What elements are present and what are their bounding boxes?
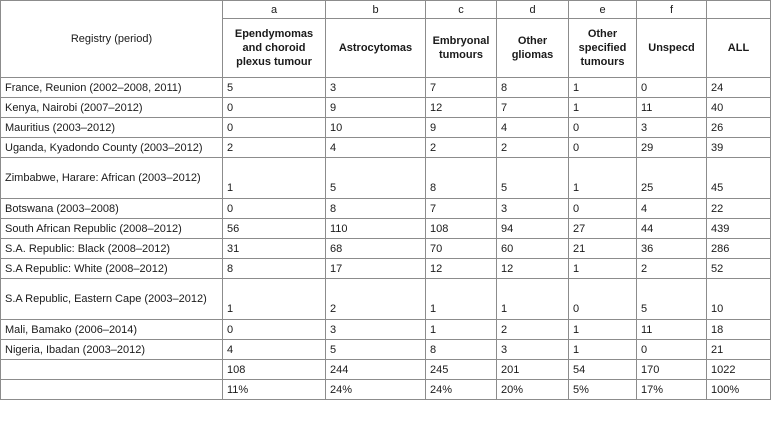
value-cell: 25 [637, 158, 707, 199]
value-cell: 2 [426, 138, 497, 158]
column-header: Unspecd [637, 19, 707, 78]
value-cell: 7 [497, 98, 569, 118]
value-cell: 3 [326, 320, 426, 340]
registry-cell: Uganda, Kyadondo County (2003–2012) [1, 138, 223, 158]
value-cell: 0 [223, 98, 326, 118]
column-header: ALL [707, 19, 771, 78]
value-cell: 5 [326, 340, 426, 360]
value-cell: 36 [637, 239, 707, 259]
registry-cell: South African Republic (2008–2012) [1, 219, 223, 239]
value-cell: 17 [326, 259, 426, 279]
value-cell: 0 [569, 199, 637, 219]
value-cell: 2 [223, 138, 326, 158]
percent-cell: 20% [497, 380, 569, 400]
value-cell: 40 [707, 98, 771, 118]
total-cell: 108 [223, 360, 326, 380]
value-cell: 7 [426, 78, 497, 98]
table-body [1, 1, 771, 400]
column-letter: a [223, 1, 326, 19]
value-cell: 1 [569, 320, 637, 340]
value-cell: 0 [569, 138, 637, 158]
value-cell: 44 [637, 219, 707, 239]
column-header: Other specified tumours [569, 19, 637, 78]
value-cell: 2 [497, 320, 569, 340]
table-row [1, 98, 771, 118]
value-cell: 4 [326, 138, 426, 158]
value-cell: 52 [707, 259, 771, 279]
value-cell: 439 [707, 219, 771, 239]
registry-cell: S.A Republic: White (2008–2012) [1, 259, 223, 279]
value-cell: 7 [426, 199, 497, 219]
registry-cell: Nigeria, Ibadan (2003–2012) [1, 340, 223, 360]
registry-cell: Mauritius (2003–2012) [1, 118, 223, 138]
table-row [1, 320, 771, 340]
value-cell: 22 [707, 199, 771, 219]
value-cell: 39 [707, 138, 771, 158]
value-cell: 31 [223, 239, 326, 259]
value-cell: 8 [223, 259, 326, 279]
value-cell: 60 [497, 239, 569, 259]
value-cell: 4 [223, 340, 326, 360]
table-row [1, 279, 771, 320]
value-cell: 1 [223, 158, 326, 199]
value-cell: 0 [569, 279, 637, 320]
totals-label-cell [1, 360, 223, 380]
value-cell: 27 [569, 219, 637, 239]
table-row [1, 118, 771, 138]
value-cell: 3 [326, 78, 426, 98]
value-cell: 26 [707, 118, 771, 138]
value-cell: 110 [326, 219, 426, 239]
table-row [1, 259, 771, 279]
value-cell: 4 [637, 199, 707, 219]
value-cell: 12 [497, 259, 569, 279]
value-cell: 0 [637, 78, 707, 98]
value-cell: 4 [497, 118, 569, 138]
value-cell: 3 [497, 340, 569, 360]
column-letter: c [426, 1, 497, 19]
table-row [1, 199, 771, 219]
table-row [1, 78, 771, 98]
value-cell: 1 [426, 279, 497, 320]
value-cell: 8 [497, 78, 569, 98]
registry-cell: Zimbabwe, Harare: African (2003–2012) [1, 158, 223, 199]
value-cell: 10 [707, 279, 771, 320]
total-cell: 244 [326, 360, 426, 380]
percent-cell: 24% [426, 380, 497, 400]
value-cell: 94 [497, 219, 569, 239]
value-cell: 1 [569, 98, 637, 118]
registry-cell: Mali, Bamako (2006–2014) [1, 320, 223, 340]
value-cell: 2 [637, 259, 707, 279]
value-cell: 10 [326, 118, 426, 138]
percent-label-cell [1, 380, 223, 400]
header-letter-row [1, 1, 771, 19]
value-cell: 0 [223, 199, 326, 219]
value-cell: 3 [497, 199, 569, 219]
registry-column-header: Registry (period) [1, 1, 223, 78]
value-cell: 24 [707, 78, 771, 98]
column-letter: d [497, 1, 569, 19]
value-cell: 8 [426, 158, 497, 199]
value-cell: 5 [326, 158, 426, 199]
value-cell: 5 [223, 78, 326, 98]
value-cell: 12 [426, 259, 497, 279]
registry-cell: Kenya, Nairobi (2007–2012) [1, 98, 223, 118]
value-cell: 1 [569, 78, 637, 98]
column-header: Astrocytomas [326, 19, 426, 78]
value-cell: 56 [223, 219, 326, 239]
value-cell: 2 [497, 138, 569, 158]
value-cell: 1 [569, 340, 637, 360]
value-cell: 12 [426, 98, 497, 118]
value-cell: 0 [637, 340, 707, 360]
value-cell: 2 [326, 279, 426, 320]
value-cell: 286 [707, 239, 771, 259]
value-cell: 0 [223, 320, 326, 340]
total-cell: 245 [426, 360, 497, 380]
value-cell: 1 [569, 259, 637, 279]
value-cell: 5 [497, 158, 569, 199]
total-cell: 1022 [707, 360, 771, 380]
registry-cell: S.A Republic, Eastern Cape (2003–2012) [1, 279, 223, 320]
value-cell: 9 [426, 118, 497, 138]
value-cell: 3 [637, 118, 707, 138]
value-cell: 1 [223, 279, 326, 320]
table-row [1, 219, 771, 239]
total-cell: 54 [569, 360, 637, 380]
value-cell: 1 [426, 320, 497, 340]
percent-row [1, 380, 771, 400]
column-header: Other gliomas [497, 19, 569, 78]
column-letter-blank [707, 1, 771, 19]
column-letter: b [326, 1, 426, 19]
value-cell: 1 [569, 158, 637, 199]
value-cell: 21 [707, 340, 771, 360]
value-cell: 5 [637, 279, 707, 320]
table-row [1, 239, 771, 259]
percent-cell: 5% [569, 380, 637, 400]
registry-cell: Botswana (2003–2008) [1, 199, 223, 219]
total-cell: 170 [637, 360, 707, 380]
percent-cell: 24% [326, 380, 426, 400]
value-cell: 0 [223, 118, 326, 138]
column-letter: f [637, 1, 707, 19]
value-cell: 0 [569, 118, 637, 138]
value-cell: 45 [707, 158, 771, 199]
registry-cell: France, Reunion (2002–2008, 2011) [1, 78, 223, 98]
column-header: Embryonal tumours [426, 19, 497, 78]
column-letter: e [569, 1, 637, 19]
value-cell: 70 [426, 239, 497, 259]
value-cell: 21 [569, 239, 637, 259]
value-cell: 108 [426, 219, 497, 239]
percent-cell: 100% [707, 380, 771, 400]
value-cell: 18 [707, 320, 771, 340]
registry-cell: S.A. Republic: Black (2008–2012) [1, 239, 223, 259]
percent-cell: 11% [223, 380, 326, 400]
value-cell: 11 [637, 98, 707, 118]
value-cell: 29 [637, 138, 707, 158]
totals-row [1, 360, 771, 380]
column-header: Ependymomas and choroid plexus tumour [223, 19, 326, 78]
value-cell: 11 [637, 320, 707, 340]
value-cell: 8 [326, 199, 426, 219]
value-cell: 8 [426, 340, 497, 360]
table-row [1, 340, 771, 360]
value-cell: 1 [497, 279, 569, 320]
table-row [1, 138, 771, 158]
value-cell: 9 [326, 98, 426, 118]
percent-cell: 17% [637, 380, 707, 400]
table-row [1, 158, 771, 199]
value-cell: 68 [326, 239, 426, 259]
total-cell: 201 [497, 360, 569, 380]
